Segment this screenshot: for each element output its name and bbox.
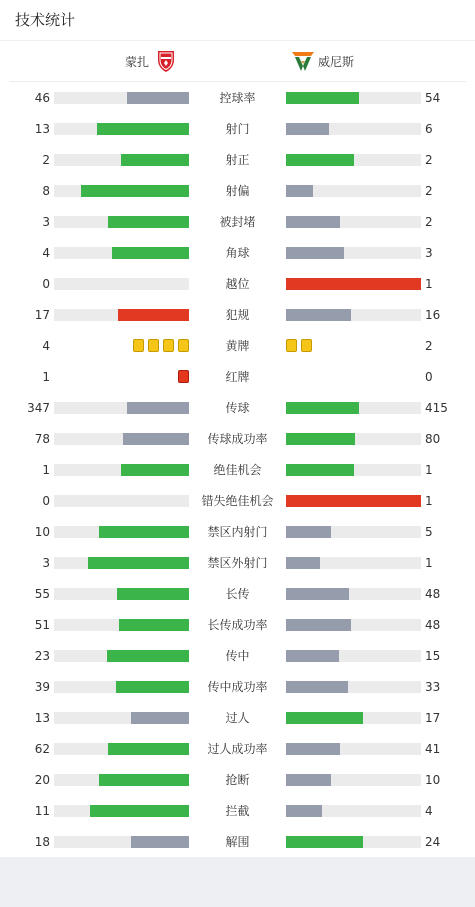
away-bar-fill (286, 92, 359, 104)
stat-row (0, 460, 475, 480)
stat-label: 越位 (225, 277, 250, 291)
away-bar-fill (286, 743, 340, 755)
stat-row (0, 522, 475, 542)
stat-row (0, 212, 475, 232)
away-bar-track (286, 681, 421, 693)
away-bar-fill (286, 526, 331, 538)
away-value: 2 (425, 153, 433, 167)
away-bar-track (286, 836, 421, 848)
away-bar-fill (286, 650, 339, 662)
stat-label: 长传成功率 (207, 618, 268, 632)
stat-label: 错失绝佳机会 (201, 494, 274, 508)
home-bar-fill (108, 216, 189, 228)
stat-row (0, 181, 475, 201)
away-bar-fill (286, 309, 351, 321)
away-value: 2 (425, 215, 433, 229)
away-bar-fill (286, 774, 331, 786)
stat-label: 角球 (225, 246, 250, 260)
stat-label: 传球 (225, 401, 250, 415)
away-bar-track (286, 619, 421, 631)
home-bar-track (54, 805, 189, 817)
home-bar-track (54, 402, 189, 414)
home-bar-track (54, 650, 189, 662)
away-value: 6 (425, 122, 433, 136)
stat-label: 禁区内射门 (207, 525, 268, 539)
home-bar-fill (99, 526, 189, 538)
yellow-card-icon (178, 339, 189, 352)
away-bar-fill (286, 154, 354, 166)
home-bar-track (54, 278, 189, 290)
home-bar-fill (118, 309, 189, 321)
home-value: 13 (34, 711, 50, 725)
venezia-crest-icon (291, 49, 315, 73)
stats-list (0, 82, 475, 857)
stat-row (0, 491, 475, 511)
home-value: 39 (34, 680, 50, 694)
home-bar-fill (127, 92, 189, 104)
teams-header (9, 41, 466, 82)
home-bar-track (54, 309, 189, 321)
monza-crest-icon (154, 49, 178, 73)
away-bar-track (286, 464, 421, 476)
stat-row (0, 832, 475, 852)
stat-label: 过人 (225, 711, 250, 725)
home-bar-track (54, 774, 189, 786)
away-value: 33 (425, 680, 441, 694)
home-value: 1 (42, 370, 50, 384)
stat-label: 解围 (225, 835, 250, 849)
yellow-card-icon (163, 339, 174, 352)
home-bar-track (54, 433, 189, 445)
home-value: 0 (42, 494, 50, 508)
home-bar-track (54, 619, 189, 631)
away-bar-fill (286, 681, 348, 693)
stat-row (0, 305, 475, 325)
home-bar-track (54, 216, 189, 228)
stat-label: 拦截 (225, 804, 250, 818)
away-bar-track (286, 526, 421, 538)
home-bar-track (54, 526, 189, 538)
stat-row (0, 677, 475, 697)
away-yellow-cards (286, 339, 312, 353)
away-bar-fill (286, 619, 351, 631)
home-bar-track (54, 154, 189, 166)
away-bar-track (286, 92, 421, 104)
home-bar-track (54, 464, 189, 476)
stat-row (0, 615, 475, 635)
away-value: 48 (425, 618, 441, 632)
away-bar-fill (286, 712, 363, 724)
home-value: 3 (42, 556, 50, 570)
away-bar-track (286, 309, 421, 321)
away-bar-fill (286, 402, 359, 414)
away-bar-fill (286, 495, 421, 507)
home-bar-fill (97, 123, 189, 135)
away-value: 24 (425, 835, 441, 849)
home-value: 46 (34, 91, 50, 105)
away-value: 2 (425, 339, 433, 353)
stat-label: 禁区外射门 (207, 556, 268, 570)
home-bar-track (54, 557, 189, 569)
panel-title: 技术统计 (0, 0, 475, 41)
away-value: 80 (425, 432, 441, 446)
home-bar-track (54, 588, 189, 600)
away-value: 10 (425, 773, 441, 787)
away-bar-track (286, 588, 421, 600)
home-value: 23 (34, 649, 50, 663)
away-bar-fill (286, 464, 354, 476)
stat-row (0, 584, 475, 604)
stat-row (0, 646, 475, 666)
home-value: 20 (34, 773, 50, 787)
yellow-card-icon (286, 339, 297, 352)
home-bar-fill (121, 154, 189, 166)
away-bar-track (286, 774, 421, 786)
yellow-card-icon (148, 339, 159, 352)
home-team (125, 49, 178, 73)
stat-row (0, 274, 475, 294)
away-bar-fill (286, 123, 329, 135)
stat-row (0, 801, 475, 821)
stat-row (0, 150, 475, 170)
away-value: 3 (425, 246, 433, 260)
away-value: 15 (425, 649, 441, 663)
home-bar-track (54, 247, 189, 259)
home-value: 8 (42, 184, 50, 198)
away-bar-track (286, 185, 421, 197)
away-bar-fill (286, 278, 421, 290)
away-value: 48 (425, 587, 441, 601)
stat-label: 黄牌 (225, 339, 250, 353)
away-bar-fill (286, 805, 322, 817)
home-bar-track (54, 92, 189, 104)
away-value: 0 (425, 370, 433, 384)
stat-row (0, 553, 475, 573)
away-bar-track (286, 805, 421, 817)
away-bar-track (286, 433, 421, 445)
home-bar-fill (123, 433, 189, 445)
home-bar-track (54, 495, 189, 507)
home-bar-track (54, 123, 189, 135)
home-bar-track (54, 681, 189, 693)
home-value: 17 (34, 308, 50, 322)
home-bar-fill (127, 402, 189, 414)
away-value: 2 (425, 184, 433, 198)
home-value: 62 (34, 742, 50, 756)
away-bar-fill (286, 216, 340, 228)
away-value: 1 (425, 494, 433, 508)
home-bar-fill (116, 681, 189, 693)
home-bar-fill (119, 619, 189, 631)
stat-label: 被封堵 (219, 215, 256, 229)
home-yellow-cards (133, 339, 189, 353)
home-bar-fill (117, 588, 189, 600)
home-value: 4 (42, 339, 50, 353)
away-bar-track (286, 650, 421, 662)
away-bar-track (286, 154, 421, 166)
home-bar-track (54, 743, 189, 755)
away-value: 16 (425, 308, 441, 322)
away-value: 17 (425, 711, 441, 725)
home-value: 3 (42, 215, 50, 229)
stat-label: 射正 (225, 153, 250, 167)
home-bar-track (54, 712, 189, 724)
away-bar-track (286, 247, 421, 259)
stat-row (0, 336, 475, 356)
away-team (291, 49, 354, 73)
home-bar-track (54, 836, 189, 848)
stat-label: 传中成功率 (207, 680, 268, 694)
home-bar-fill (131, 712, 189, 724)
home-bar-fill (121, 464, 189, 476)
home-value: 78 (34, 432, 50, 446)
away-bar-fill (286, 836, 363, 848)
yellow-card-icon (301, 339, 312, 352)
home-bar-fill (88, 557, 189, 569)
stat-label: 抢断 (225, 773, 250, 787)
away-value: 5 (425, 525, 433, 539)
away-bar-fill (286, 588, 349, 600)
home-bar-fill (112, 247, 189, 259)
home-bar-fill (81, 185, 189, 197)
home-value: 1 (42, 463, 50, 477)
home-value: 347 (27, 401, 50, 415)
home-bar-fill (108, 743, 189, 755)
home-value: 13 (34, 122, 50, 136)
stat-row (0, 398, 475, 418)
stat-row (0, 770, 475, 790)
stat-row (0, 429, 475, 449)
away-value: 41 (425, 742, 441, 756)
stat-label: 传中 (225, 649, 250, 663)
home-bar-fill (90, 805, 189, 817)
stat-row (0, 708, 475, 728)
home-team-name: 蒙扎 (124, 54, 149, 69)
away-bar-fill (286, 557, 320, 569)
away-team-name: 威尼斯 (318, 54, 355, 69)
away-bar-track (286, 123, 421, 135)
away-bar-track (286, 495, 421, 507)
away-bar-track (286, 216, 421, 228)
away-bar-fill (286, 247, 344, 259)
home-value: 2 (42, 153, 50, 167)
away-bar-track (286, 402, 421, 414)
home-red-cards (178, 370, 189, 384)
stat-row (0, 739, 475, 759)
away-value: 1 (425, 556, 433, 570)
away-value: 1 (425, 277, 433, 291)
stat-row (0, 367, 475, 387)
stat-row (0, 88, 475, 108)
home-bar-fill (99, 774, 189, 786)
stat-label: 红牌 (225, 370, 250, 384)
home-bar-track (54, 185, 189, 197)
stat-label: 长传 (225, 587, 250, 601)
stat-label: 过人成功率 (207, 742, 268, 756)
stat-row (0, 119, 475, 139)
away-value: 54 (425, 91, 441, 105)
home-value: 10 (34, 525, 50, 539)
yellow-card-icon (133, 339, 144, 352)
home-value: 11 (34, 804, 50, 818)
home-value: 55 (34, 587, 50, 601)
away-bar-track (286, 557, 421, 569)
home-value: 18 (34, 835, 50, 849)
stat-label: 控球率 (219, 91, 256, 105)
away-bar-fill (286, 433, 355, 445)
stat-row (0, 243, 475, 263)
stat-label: 绝佳机会 (213, 463, 262, 477)
stat-label: 射偏 (225, 184, 250, 198)
away-value: 4 (425, 804, 433, 818)
home-value: 51 (34, 618, 50, 632)
stat-label: 传球成功率 (207, 432, 268, 446)
home-bar-fill (131, 836, 189, 848)
home-bar-fill (107, 650, 189, 662)
stat-label: 射门 (225, 122, 250, 136)
red-card-icon (178, 370, 189, 383)
away-bar-track (286, 712, 421, 724)
away-bar-track (286, 278, 421, 290)
home-value: 0 (42, 277, 50, 291)
home-value: 4 (42, 246, 50, 260)
away-value: 415 (425, 401, 448, 415)
away-value: 1 (425, 463, 433, 477)
away-bar-fill (286, 185, 313, 197)
stat-label: 犯规 (225, 308, 250, 322)
away-bar-track (286, 743, 421, 755)
